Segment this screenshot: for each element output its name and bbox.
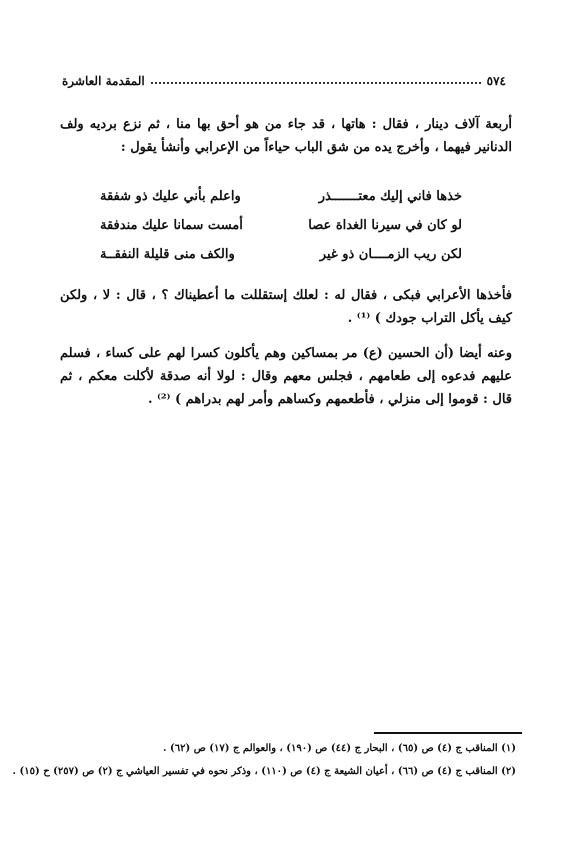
verse-1-second-hemistich: واعلم بأني عليك ذو شفقة: [100, 189, 241, 204]
poem-verse-1: [100, 182, 462, 211]
verse-3-second-hemistich: والكف منى قليلة النفقــة: [100, 247, 235, 262]
poem-verse-3: [100, 240, 462, 269]
paragraph-3: وعنه أيضا (أن الحسين (ع) مر بمساكين وهم يأكلون كسرا لهم على كساء ، فسلم عليهم فدعوه إلى طعامهم ، فجلس معهم وقال : لولا أنه صدقة لأكلت معكم ، ثم قال : قوموا إلى منزلي ، فأطعمهم وكساهم وأمر لهم بدراهم ) ⁽²⁾ .: [60, 346, 512, 407]
footnote-1: (١) المناقب ج (٤) ص (٦٥) ، البحار ج (٤٤) ص (١٩٠) ، والعوالم ج (١٧) ص (٦٢) .: [163, 743, 516, 754]
paragraph-1: أربعة آلاف دينار ، فقال : هاتها ، قد جاء من هو أحق بها منا ، ثم نزع برديه ولف الدنانير فيهما ، وأخرج يده من شق الباب حياءاً من الإعرابي وأنشأ يقول :: [60, 117, 512, 155]
poem: [100, 182, 462, 269]
footnote-2: (٢) المناقب ج (٤) ص (٦٦) ، أعيان الشيعة ج (٤) ص (١١٠) ، وذكر نحوه في تفسير العياشي ج (٢) ص (٢٥٧) ح (١٥) .: [12, 766, 516, 777]
header-dotted-leader: [151, 82, 481, 84]
verse-3-first-hemistich: لكن ريب الزمــــان ذو غير: [319, 247, 462, 262]
verse-2-second-hemistich: أمست سمانا عليك مندفقة: [100, 218, 243, 233]
verse-2-first-hemistich: لو كان في سيرنا الغداة عصا: [308, 218, 462, 233]
footnote-separator: [374, 732, 522, 734]
verse-1-first-hemistich: خذها فاني إليك معتـــــــذر: [318, 189, 462, 204]
poem-verse-2: [100, 211, 462, 240]
page-number: ٥٧٤: [486, 74, 506, 88]
paragraph-2: فأخذها الأعرابي فبكى ، فقال له : لعلك إستقللت ما أعطيناك ؟ ، قال : لا ، ولكن كيف يأكل التراب جودك ) ⁽¹⁾ .: [60, 288, 512, 326]
section-title: المقدمة العاشرة: [62, 74, 145, 88]
running-header: [62, 70, 506, 92]
